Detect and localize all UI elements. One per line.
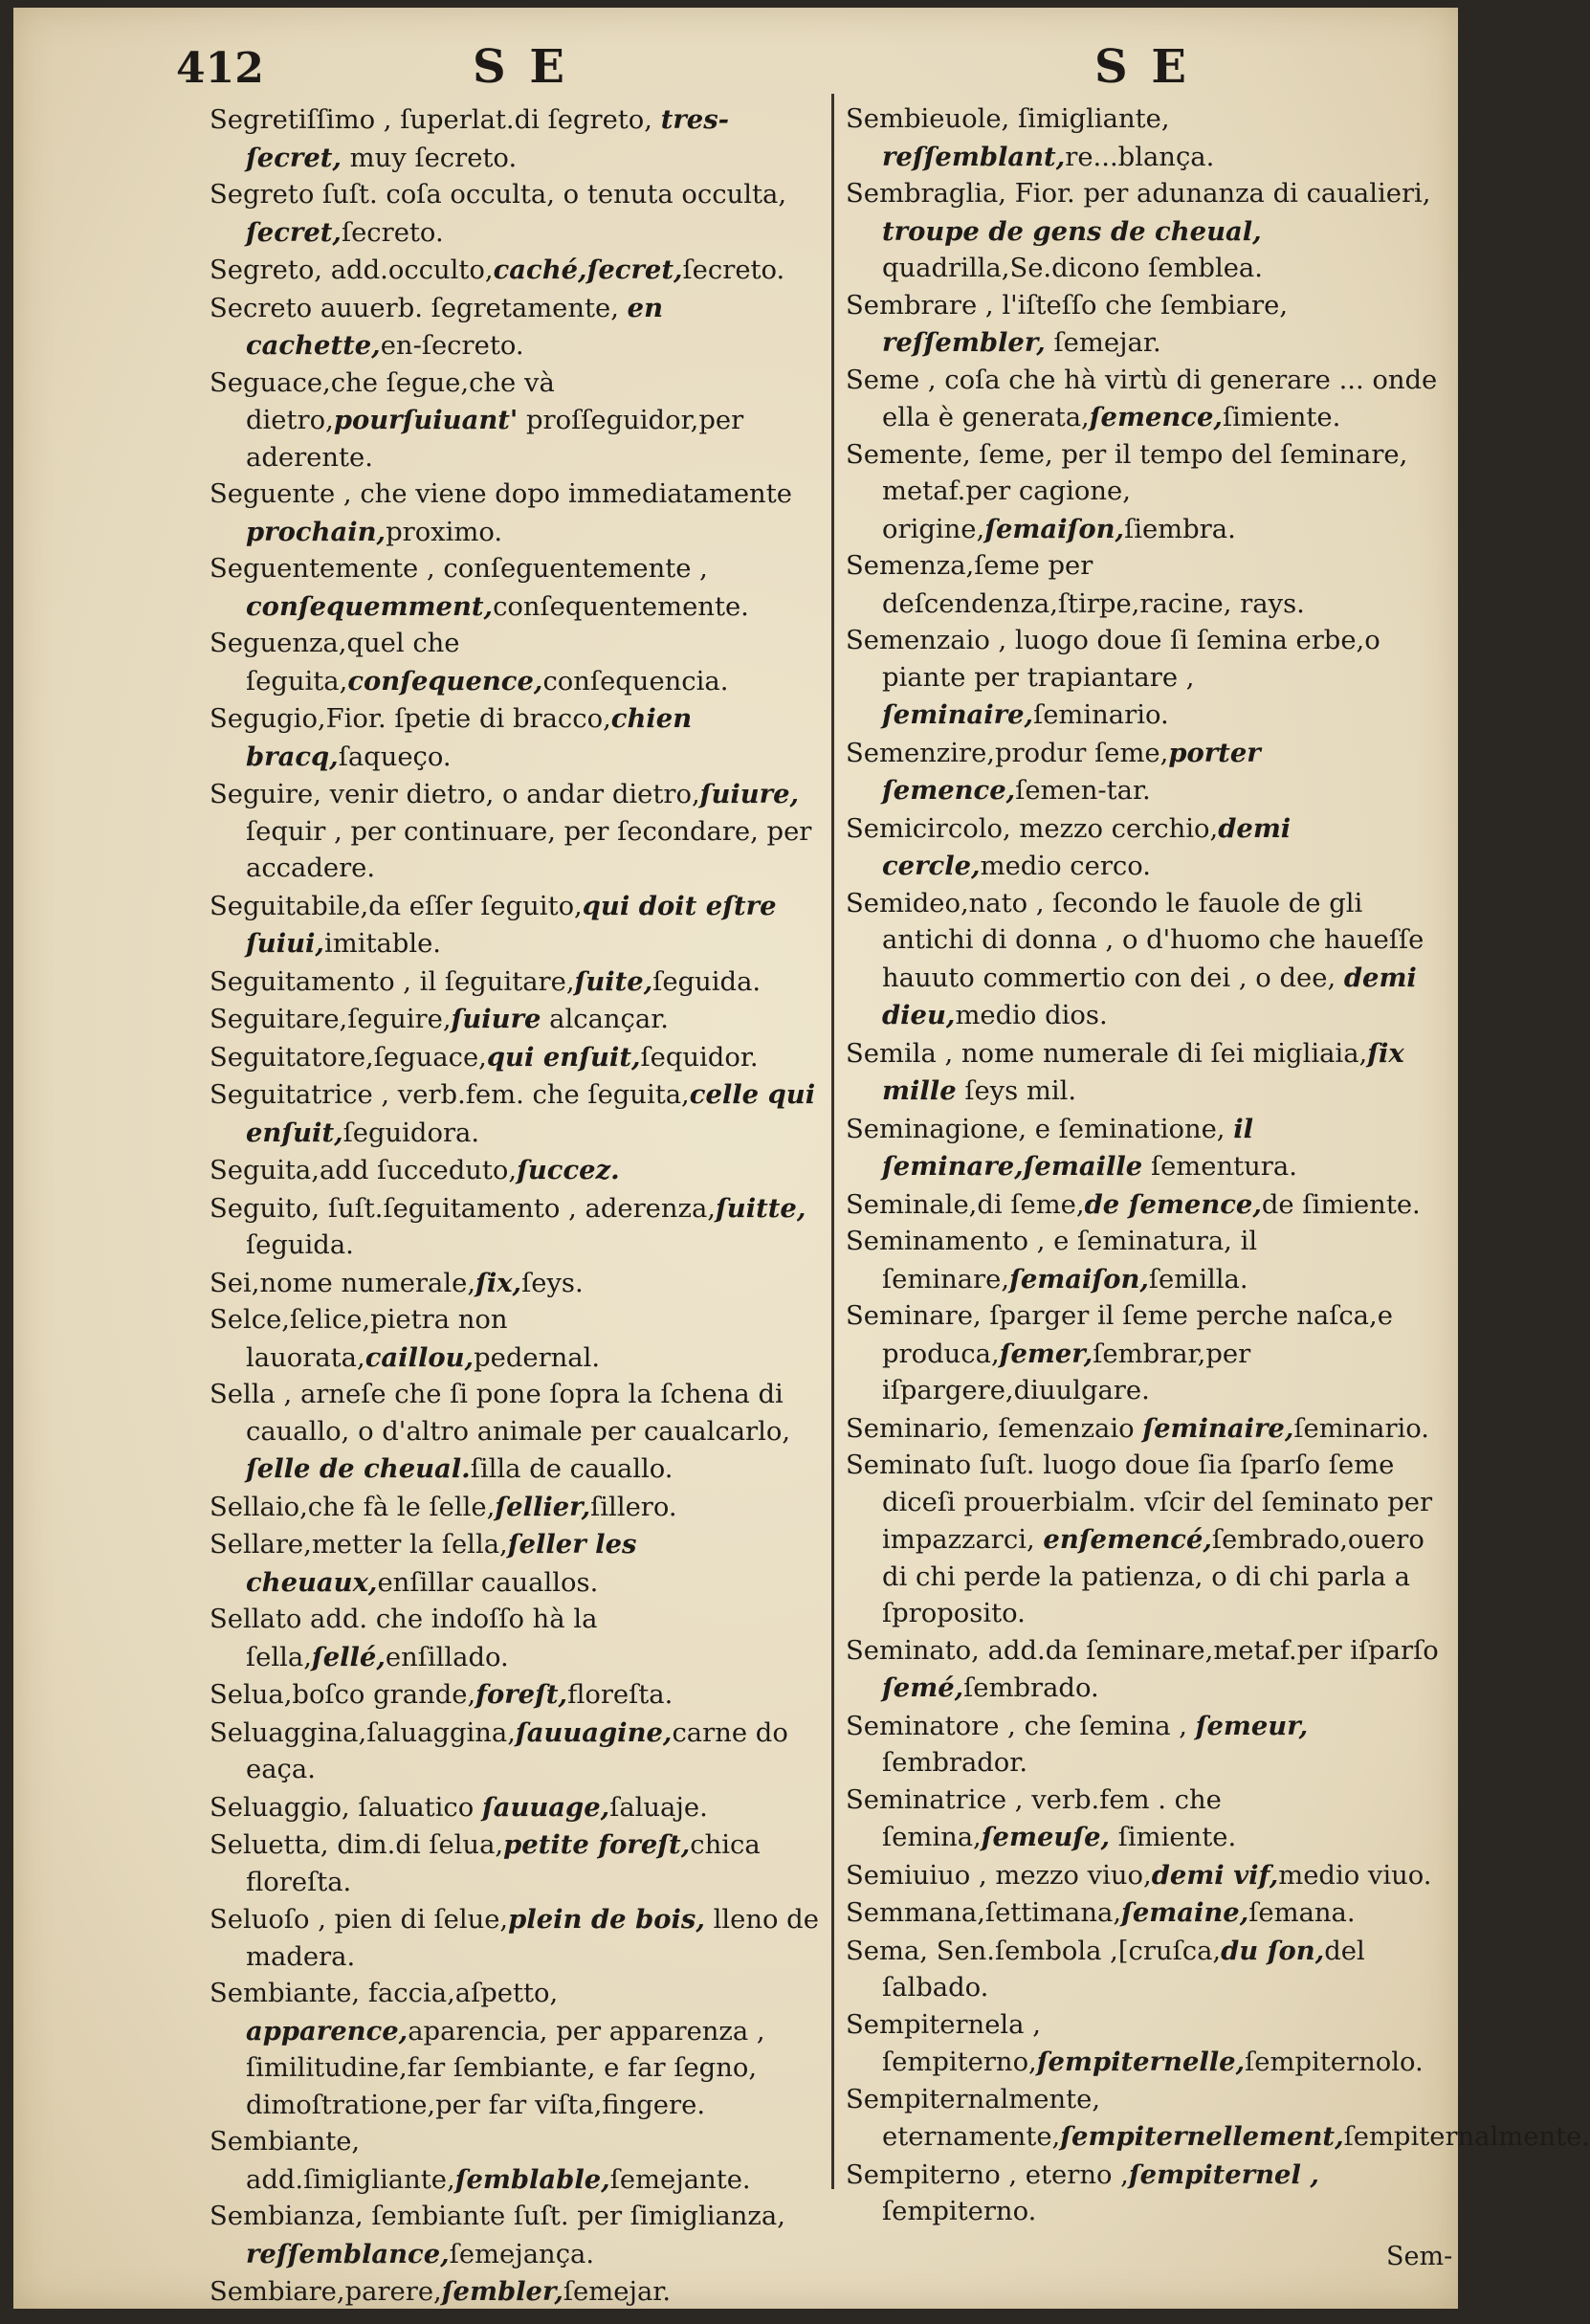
dictionary-entry xyxy=(210,626,822,700)
entry-french: du ſon, xyxy=(1221,1935,1325,1966)
entry-spanish: enſillado. xyxy=(385,1642,509,1672)
entry-french: ſemaiſon, xyxy=(984,513,1125,544)
entry-french: porter ſemence, xyxy=(882,737,1261,806)
entry-spanish: de ſimiente. xyxy=(1261,1189,1421,1220)
dictionary-entry xyxy=(210,1001,822,1039)
entry-headword: Sempiternalmente, eternamente, xyxy=(846,2084,1101,2152)
entry-spanish: conſequencia. xyxy=(542,666,729,697)
entry-headword: Seguire, venir dietro, o andar dietro, xyxy=(210,780,700,809)
left-column xyxy=(210,101,822,2312)
entry-spanish: ſemejança. xyxy=(449,2239,595,2269)
entry-spanish: ſequir , per continuare, per ſecondare, per accadere. xyxy=(246,816,812,883)
entry-french: de ſemence, xyxy=(1084,1188,1262,1220)
entry-french: conſequence, xyxy=(347,665,543,697)
entry-spanish: ſeminario. xyxy=(1033,700,1169,730)
entry-spanish: imitable. xyxy=(323,929,442,959)
entry-headword: Sembrare , l'iſteſſo che ſembiare, xyxy=(846,290,1289,321)
entry-headword: Seminato, add.da ſeminare,metaf.per iſparſo xyxy=(846,1635,1439,1666)
running-head-right: S E xyxy=(1094,40,1190,94)
entry-french: reſſemblance, xyxy=(246,2238,450,2269)
dictionary-entry xyxy=(210,2199,822,2273)
dictionary-entry xyxy=(210,1976,822,2124)
entry-headword: Seguitabile,da eſſer ſeguito, xyxy=(210,891,583,921)
entry-french: ſemer, xyxy=(999,1338,1093,1369)
entry-spanish: ſaluaje. xyxy=(609,1792,708,1823)
entry-headword: Seluetta, dim.di ſelua, xyxy=(210,1830,504,1860)
entry-french: reſſemblant, xyxy=(882,141,1066,172)
entry-french: apparence, xyxy=(246,2015,409,2047)
dictionary-entry xyxy=(846,623,1448,735)
dictionary-entry xyxy=(210,1302,822,1377)
entry-french: il ſeminare,ſemaille xyxy=(882,1113,1254,1182)
dictionary-entry xyxy=(846,1782,1448,1857)
entry-spanish: ſecreto. xyxy=(341,217,444,248)
dictionary-entry xyxy=(846,735,1448,810)
entry-french: ſempiternel , xyxy=(1128,2158,1319,2190)
entry-headword: Seguentemente , conſeguentemente , xyxy=(210,554,708,584)
entry-headword: Seme , coſa che hà virtù di generare ... onde ella è generata, xyxy=(846,365,1438,432)
entry-spanish: re...blança. xyxy=(1065,142,1215,172)
dictionary-entry xyxy=(846,2007,1448,2082)
dictionary-entry xyxy=(210,1715,822,1789)
entry-french: celle qui enſuit, xyxy=(246,1079,816,1148)
entry-spanish: ſecreto. xyxy=(682,255,785,285)
dictionary-entry xyxy=(846,1186,1448,1225)
dictionary-entry xyxy=(210,1489,822,1527)
entry-spanish: ſemejante. xyxy=(609,2164,751,2195)
entry-spanish: ſaqueço. xyxy=(338,741,452,772)
entry-spanish: en-ſecreto. xyxy=(380,331,524,361)
dictionary-entry xyxy=(846,886,1448,1035)
entry-headword: Seguito, ſuſt.ſeguitamento , aderenza, xyxy=(210,1193,716,1224)
dictionary-entry xyxy=(210,1826,822,1901)
dictionary-entry xyxy=(846,810,1448,886)
right-column xyxy=(846,101,1590,2231)
entry-french: reſſembler, xyxy=(882,327,1046,358)
dictionary-entry xyxy=(846,1933,1448,2007)
entry-spanish: floreſta. xyxy=(567,1680,674,1710)
dictionary-entry xyxy=(210,700,822,776)
entry-french: caché,ſecret, xyxy=(493,255,683,285)
entry-spanish: aparencia, per apparenza , ſimilitudine,far ſembiante, e far ſegno, dimoſtratione,per far viſta,fingere. xyxy=(246,2016,765,2120)
entry-spanish: medio cerco. xyxy=(980,852,1151,881)
entry-headword: Sembianza, ſembiante ſuſt. per ſimiglianza, xyxy=(210,2202,785,2231)
dictionary-entry xyxy=(846,176,1448,288)
entry-french: ſeminaire, xyxy=(882,699,1034,730)
entry-spanish: ſembrado,ouero di chi perde la patienza, o di chi parla a ſproposito. xyxy=(882,1525,1424,1628)
entry-french: ſauuage, xyxy=(481,1791,610,1823)
entry-french: qui enſuit, xyxy=(486,1041,641,1073)
catchword: Sem- xyxy=(1386,2242,1453,2271)
entry-spanish: ſiembra. xyxy=(1124,514,1236,544)
entry-french: troupe de gens de cheual, xyxy=(882,215,1262,247)
entry-headword: Sembiante, add.ſimigliante, xyxy=(210,2127,455,2195)
entry-headword: Sempiterno , eterno , xyxy=(846,2159,1129,2190)
entry-headword: Seminato ſuſt. luogo doue ſia ſparſo ſeme diceſi prouerbialm. vſcir del ſeminato per impazzarci, xyxy=(846,1450,1433,1555)
entry-headword: Seminare, ſparger il ſeme perche naſca,e produca, xyxy=(846,1301,1393,1369)
entry-spanish: ſempiternalmente. xyxy=(1343,2122,1590,2152)
entry-headword: Semmana,ſettimana, xyxy=(846,1898,1122,1928)
entry-french: enſemencé, xyxy=(1043,1524,1212,1555)
entry-spanish: ſembrado. xyxy=(963,1673,1099,1703)
entry-french: ſuitte, xyxy=(716,1192,806,1224)
entry-headword: Segugio,Fior. ſpetie di bracco, xyxy=(210,704,611,734)
entry-headword: Semenzire,produr ſeme, xyxy=(846,738,1169,768)
entry-headword: Seluaggio, ſaluatico xyxy=(210,1792,482,1823)
entry-spanish: ſemejar. xyxy=(1045,328,1161,358)
entry-spanish: ſemana. xyxy=(1248,1898,1356,1928)
entry-french: ſemeur, xyxy=(1195,1710,1309,1741)
entry-spanish: ſimiente. xyxy=(1222,403,1341,432)
entry-spanish: proſſeguidor,per aderente. xyxy=(246,406,744,473)
dictionary-entry xyxy=(210,290,822,365)
entry-french: demi dieu, xyxy=(882,962,1417,1030)
entry-headword: Semicircolo, mezzo cerchio, xyxy=(846,813,1219,844)
entry-headword: Seminatrice , verb.fem . che ſemina, xyxy=(846,1784,1222,1852)
entry-headword: Seguitatrice , verb.fem. che ſeguita, xyxy=(210,1080,690,1110)
entry-spanish: ſimiente. xyxy=(1110,1823,1237,1852)
entry-spanish: ſilla de cauallo. xyxy=(470,1454,674,1484)
dictionary-entry xyxy=(210,1377,822,1489)
entry-french: demi vif, xyxy=(1151,1859,1279,1891)
entry-french: ſix mille xyxy=(882,1037,1404,1106)
dictionary-entry xyxy=(846,1448,1448,1633)
dictionary-entry xyxy=(210,1039,822,1077)
entry-headword: Sema, Sen.ſembola ,[cruſca, xyxy=(846,1936,1222,1966)
dictionary-entry xyxy=(846,548,1448,623)
entry-spanish: ſeys. xyxy=(521,1268,584,1298)
dictionary-entry xyxy=(210,1265,822,1303)
running-head-left: S E xyxy=(473,40,568,94)
dictionary-entry xyxy=(846,1224,1448,1298)
entry-headword: Sei,nome numerale, xyxy=(210,1268,476,1298)
entry-headword: Semenzaio , luogo doue ſi ſemina erbe,o piante per trapiantare , xyxy=(846,626,1380,693)
entry-spanish: ſembrador. xyxy=(882,1748,1028,1778)
entry-french: ſemé, xyxy=(882,1672,964,1703)
entry-french: ſembler, xyxy=(441,2276,563,2307)
dictionary-entry xyxy=(846,1857,1448,1895)
entry-headword: Semenza,ſeme per deſcendenza,ſtirpe,racine, xyxy=(846,551,1232,619)
entry-headword: Segreto ſuſt. coſa occulta, o tenuta occulta, xyxy=(210,180,787,210)
entry-spanish: pedernal. xyxy=(474,1342,601,1373)
page-header xyxy=(13,36,1458,103)
entry-headword: Semila , nome numerale di ſei migliaia, xyxy=(846,1038,1368,1069)
entry-headword: Segretiſſimo , ſuperlat.di ſegreto, xyxy=(210,105,661,135)
dictionary-entry xyxy=(846,288,1448,363)
dictionary-entry xyxy=(210,1526,822,1602)
entry-spanish: ſeys mil. xyxy=(956,1076,1077,1106)
entry-headword: Seguente , che viene dopo immediatamente xyxy=(210,479,792,509)
entry-french: ſemeuſe, xyxy=(981,1822,1111,1852)
entry-french: ſuiure xyxy=(451,1004,541,1034)
entry-french: ſuite, xyxy=(574,965,653,997)
entry-headword: Seminatore , che ſemina , xyxy=(846,1711,1196,1741)
entry-french: ſemaine, xyxy=(1121,1897,1249,1928)
entry-headword: Secreto auuerb. ſegretamente, xyxy=(210,293,628,323)
entry-spanish: ſemilla. xyxy=(1148,1264,1248,1295)
entry-headword: Sembieuole, ſimigliante, xyxy=(846,104,1170,134)
entry-spanish: ſempiternolo. xyxy=(1245,2047,1424,2077)
dictionary-entry xyxy=(210,1789,822,1827)
entry-french: conſequemment, xyxy=(246,590,494,622)
entry-french: prochain, xyxy=(246,516,386,547)
entry-headword: Seminario, ſemenzaio xyxy=(846,1413,1143,1444)
entry-french: petite foreſt, xyxy=(503,1829,691,1860)
entry-headword: Sellaio,che fà le ſelle, xyxy=(210,1492,496,1522)
entry-french: tres-ſecret, xyxy=(246,104,730,173)
dictionary-entry xyxy=(210,177,822,252)
dictionary-entry xyxy=(846,1410,1448,1449)
entry-headword: Sellato add. che indoſſo hà la ſella, xyxy=(210,1605,598,1672)
dictionary-entry xyxy=(846,2157,1448,2231)
entry-headword: Sella , arneſe che ſi pone ſopra la ſchena di cauallo, o d'altro animale per caualcarlo, xyxy=(210,1380,791,1447)
entry-spanish: del ſalbado. xyxy=(882,1936,1365,2003)
entry-french: ſemaiſon, xyxy=(1009,1263,1149,1295)
entry-headword: Seguitatore,ſeguace, xyxy=(210,1042,487,1073)
entry-headword: Semente, ſeme, per il tempo del ſeminare, metaf.per cagione, origine, xyxy=(846,439,1408,544)
entry-headword: Sembiare,parere, xyxy=(210,2277,442,2307)
dictionary-entry xyxy=(210,1076,822,1152)
dictionary-entry xyxy=(210,963,822,1002)
entry-french: pourſuiuant' xyxy=(333,405,519,435)
entry-headword: Seguenza,quel che ſeguita, xyxy=(210,629,460,697)
entry-spanish: quadrilla,Se.dicono ſemblea. xyxy=(882,254,1263,283)
entry-headword: Seguitare,ſeguire, xyxy=(210,1005,452,1034)
entry-spanish: ſillero. xyxy=(590,1492,677,1522)
entry-headword: Sembiante, faccia,aſpetto, xyxy=(210,1979,559,2008)
entry-french: chien bracq, xyxy=(246,703,693,772)
entry-headword: Seminale,di ſeme, xyxy=(846,1189,1085,1220)
dictionary-entry xyxy=(846,1894,1448,1933)
entry-spanish: ſeguidora. xyxy=(342,1118,480,1148)
entry-french: ſauuagine, xyxy=(515,1716,673,1748)
entry-spanish: ſeminario. xyxy=(1293,1413,1430,1444)
entry-french: ſellier, xyxy=(495,1491,591,1522)
entry-headword: Seminagione, e ſeminatione, xyxy=(846,1114,1234,1144)
entry-french: ſempiternelle, xyxy=(1036,2047,1246,2077)
dictionary-entry xyxy=(846,1111,1448,1186)
dictionary-entry xyxy=(210,888,822,963)
dictionary-entry xyxy=(210,252,822,290)
entry-spanish: lleno de madera. xyxy=(246,1905,819,1972)
dictionary-entry xyxy=(210,365,822,477)
page-number: 412 xyxy=(176,44,264,93)
dictionary-entry xyxy=(210,1190,822,1265)
dictionary-entry xyxy=(210,776,822,888)
dictionary-entry xyxy=(846,2082,1590,2157)
entry-french: ſemblable, xyxy=(454,2163,610,2195)
dictionary-entry xyxy=(846,363,1448,437)
entry-french: foreſt, xyxy=(475,1679,568,1710)
dictionary-entry xyxy=(846,1035,1448,1111)
entry-french: qui doit eſtre ſuiui, xyxy=(246,890,777,959)
entry-spanish: medio dios. xyxy=(955,1001,1108,1030)
entry-headword: Seluoſo , pien di ſelue, xyxy=(210,1905,509,1935)
entry-french: caillou, xyxy=(364,1341,475,1373)
entry-headword: Seguitamento , il ſeguitare, xyxy=(210,966,575,997)
entry-spanish: conſequentemente. xyxy=(493,591,749,622)
dictionary-entry xyxy=(846,101,1448,176)
dictionary-entry xyxy=(210,1152,822,1190)
entry-spanish: medio viuo. xyxy=(1278,1860,1432,1891)
entry-spanish: muy ſecreto. xyxy=(341,143,518,173)
dictionary-entry xyxy=(210,2124,822,2199)
dictionary-page xyxy=(13,8,1590,2309)
entry-spanish: ſembrar,per iſpargere,diuulgare. xyxy=(882,1339,1251,1405)
entry-headword: Sellare,metter la ſella, xyxy=(210,1530,508,1560)
entry-french: plein de bois, xyxy=(508,1904,705,1935)
dictionary-entry xyxy=(846,1633,1448,1708)
entry-headword: Selua,boſco grande, xyxy=(210,1680,476,1710)
entry-headword: Selce,ſelice,pietra non lauorata, xyxy=(210,1305,508,1373)
dictionary-entry xyxy=(210,1901,822,1976)
entry-headword: Seguace,che ſegue,che và dietro, xyxy=(210,367,555,435)
entry-french: ſuccez. xyxy=(517,1155,620,1185)
entry-spanish: rays. xyxy=(1231,588,1305,619)
entry-headword: Seminamento , e ſeminatura, il ſeminare, xyxy=(846,1227,1258,1295)
entry-french: ſix, xyxy=(475,1267,522,1298)
entry-spanish: ſeguida. xyxy=(246,1230,354,1260)
entry-french: ſuiure, xyxy=(699,779,800,809)
entry-spanish: ſemejar. xyxy=(563,2277,672,2307)
dictionary-entry xyxy=(210,101,822,177)
entry-spanish: enſillar cauallos. xyxy=(377,1567,599,1598)
entry-headword: Semideo,nato , ſecondo le fauole de gli antichi di donna , o d'huomo che haueſſe hauuto commertio con dei , o dee, xyxy=(846,888,1424,993)
entry-headword: Segreto, add.occulto, xyxy=(210,255,494,285)
entry-french: ſeminaire, xyxy=(1142,1412,1294,1444)
dictionary-entry xyxy=(846,1708,1448,1782)
entry-french: en cachette, xyxy=(246,292,664,361)
dictionary-entry xyxy=(210,476,822,551)
dictionary-entry xyxy=(846,1298,1448,1410)
entry-headword: Semiuiuo , mezzo viuo, xyxy=(846,1860,1152,1891)
entry-french: ſellé, xyxy=(311,1641,386,1672)
entry-french: ſelle de cheual. xyxy=(246,1453,471,1484)
entry-spanish: chica floreſta. xyxy=(246,1830,761,1897)
entry-french: ſecret, xyxy=(246,216,342,248)
entry-french: ſeller les cheuaux, xyxy=(246,1529,637,1598)
entry-spanish: ſempiterno. xyxy=(882,2197,1037,2226)
entry-spanish: ſemen-tar. xyxy=(1015,776,1151,806)
entry-spanish: ſequidor. xyxy=(640,1042,759,1073)
column-divider xyxy=(831,94,834,2189)
entry-spanish: carne do eaça. xyxy=(246,1717,788,1784)
dictionary-entry xyxy=(210,1602,822,1676)
dictionary-entry xyxy=(210,1676,822,1715)
dictionary-entry xyxy=(210,2273,822,2312)
entry-headword: Sembraglia, Fior. per adunanza di caualieri, xyxy=(846,179,1431,209)
dictionary-entry xyxy=(846,437,1448,549)
entry-french: demi cercle, xyxy=(882,812,1292,881)
entry-french: ſemence, xyxy=(1089,402,1223,432)
entry-spanish: ſementura. xyxy=(1142,1152,1297,1182)
entry-spanish: proximo. xyxy=(386,517,503,547)
entry-headword: Sempiternela , ſempiterno, xyxy=(846,2009,1041,2077)
dictionary-entry xyxy=(210,551,822,626)
entry-spanish: alcançar. xyxy=(541,1005,670,1034)
entry-headword: Seguita,add ſucceduto, xyxy=(210,1156,518,1185)
entry-spanish: ſeguida. xyxy=(652,966,762,997)
entry-french: ſempiternellement, xyxy=(1060,2121,1344,2152)
entry-headword: Seluaggina,ſaluaggina, xyxy=(210,1717,516,1748)
